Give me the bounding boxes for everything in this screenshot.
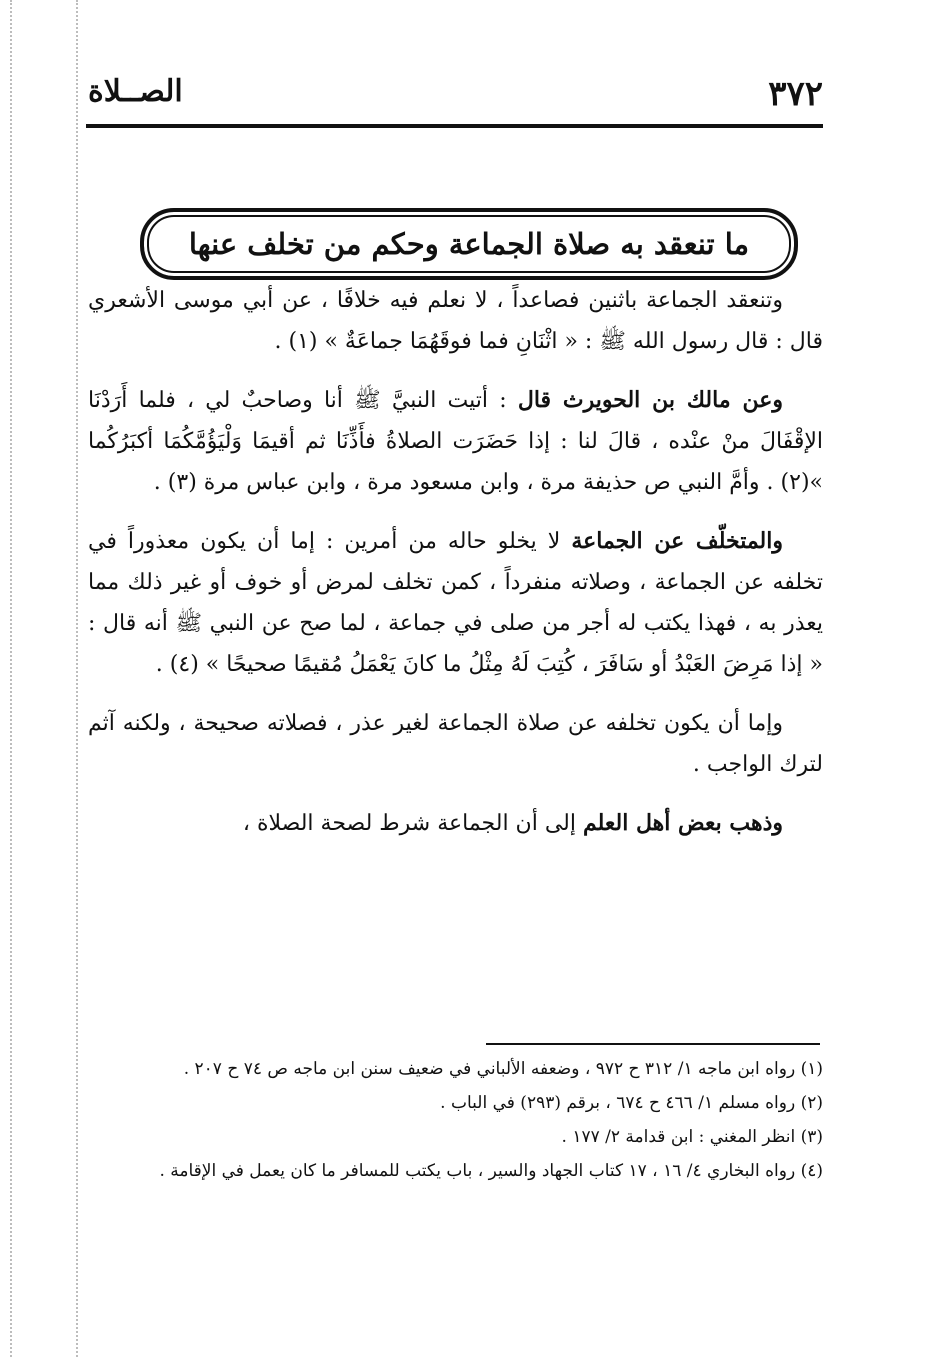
paragraph-text: وإما أن يكون تخلفه عن صلاة الجماعة لغير عذر ، فصلاته صحيحة ، ولكنه آثم لترك الواجب .: [88, 711, 823, 777]
paragraph: [88, 803, 823, 844]
footnote: (٢) رواه مسلم ١/ ٤٦٦ ح ٦٧٤ ، برقم (٢٩٣) في الباب .: [440, 1093, 823, 1113]
paragraph-text: وتنعقد الجماعة باثنين فصاعداً ، لا نعلم فيه خلافًا ، عن أبي موسى الأشعري قال : قال رسول الله ﷺ : « اثْنَانِ فما فوقَهُمَا جماعَةٌ » (١) .: [88, 288, 823, 354]
scan-edge-dots-left: [10, 0, 12, 1357]
footnote: (٣) انظر المغني : ابن قدامة ٢/ ١٧٧ .: [561, 1127, 823, 1147]
footnote-rule: [486, 1043, 820, 1045]
main-text: [88, 280, 823, 862]
footnote: (٤) رواه البخاري ٤/ ١٦ ، ١٧ كتاب الجهاد والسير ، باب يكتب للمسافر ما كان يعمل في الإقامة .: [159, 1161, 823, 1181]
header-rule: [86, 124, 823, 128]
paragraph: [88, 380, 823, 503]
paragraph-lead: وذهب بعض أهل العلم: [582, 810, 783, 836]
paragraph-lead: والمتخلّف عن الجماعة: [571, 528, 783, 554]
paragraph: [88, 521, 823, 685]
running-title: الصــلاة: [88, 74, 183, 109]
scan-edge-dots-inner: [76, 0, 78, 1357]
paragraph: [88, 280, 823, 362]
footnotes: [80, 1052, 823, 1188]
section-title: ما تنعقد به صلاة الجماعة وحكم من تخلف عنها: [188, 227, 750, 261]
page-number: ٣٧٢: [768, 74, 823, 114]
page-header: [88, 70, 823, 122]
footnote: (١) رواه ابن ماجه ١/ ٣١٢ ح ٩٧٢ ، وضعفه الألباني في ضعيف سنن ابن ماجه ص ٧٤ ح ٢٠٧ .: [183, 1059, 823, 1079]
paragraph-text: لا يخلو حاله من أمرين : إما أن يكون معذوراً في تخلفه عن الجماعة ، وصلاته منفرداً ، كمن تخلف لمرض أو خوف أو غير ذلك مما يعذر به ، فهذا يكتب له أجر من صلى في جماعة ، لما صح عن النبي ﷺ أنه قال : « إذا مَرِضَ العَبْدُ أو سَافَرَ ، كُتِبَ لَهُ مِثْلُ ما كانَ يَعْمَلُ مُقيمًا صحيحًا » (٤) .: [88, 529, 823, 677]
paragraph-lead: وعن مالك بن الحويرث قال: [517, 387, 783, 413]
paragraph-text: : أتيت النبيَّ ﷺ أنا وصاحبٌ لي ، فلما أَرَدْنَا الإقْفَالَ منْ عنْده ، قالَ لنا : إذا حَضَرَت الصلاةُ فأَذِّنَا ثم أقيمَا وَلْيَؤُمَّكُمَا أكبَرُكُما »(٢) . وأمَّ النبي ص حذيفة مرة ، وابن مسعود مرة ، وابن عباس مرة (٣) .: [88, 388, 823, 495]
paragraph: [88, 703, 823, 785]
section-title-frame: [140, 208, 798, 280]
paragraph-text: إلى أن الجماعة شرط لصحة الصلاة ،: [242, 811, 583, 836]
